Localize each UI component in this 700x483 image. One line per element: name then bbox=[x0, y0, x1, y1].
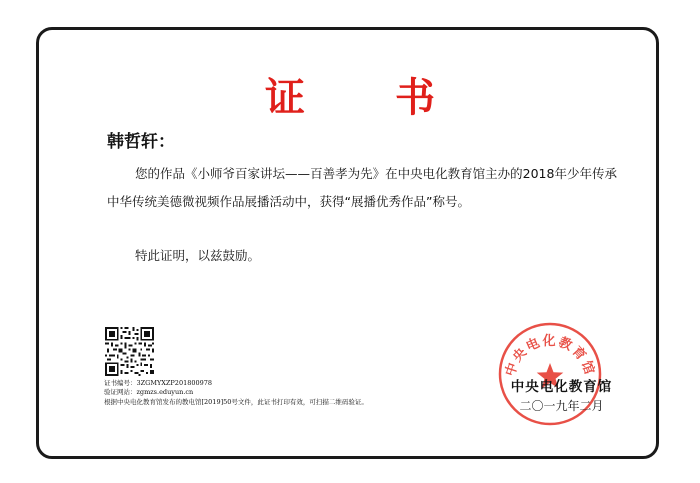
verification-website: 验证网站：zgmzs.eduyun.cn bbox=[104, 388, 194, 396]
recipient-name: 韩哲轩： bbox=[107, 132, 175, 152]
certificate-number: 证书编号：3ZGMYXZP201800978 bbox=[104, 379, 213, 387]
qr-code-icon[interactable] bbox=[105, 327, 154, 376]
verification-note: 根据中央电化教育馆发布的教电馆[2019]50号文件，此证书打印有效，可扫描二维码验证。 bbox=[104, 398, 368, 406]
seal-text: 中央电化教育馆 bbox=[502, 334, 598, 379]
issuing-organization: 中央电化教育馆 bbox=[510, 379, 613, 395]
certificate-body: 您的作品《小师爷百家讲坛——百善孝为先》在中央电化教育馆主办的2018年少年传承中华传统美德微视频作品展播活动中，获得“展播优秀作品”称号。 bbox=[107, 166, 617, 209]
certificate-closing: 特此证明，以兹鼓励。 bbox=[135, 248, 261, 263]
certificate-title: 证 书 bbox=[265, 74, 473, 121]
issue-date: 二〇一九年二月 bbox=[519, 399, 604, 413]
